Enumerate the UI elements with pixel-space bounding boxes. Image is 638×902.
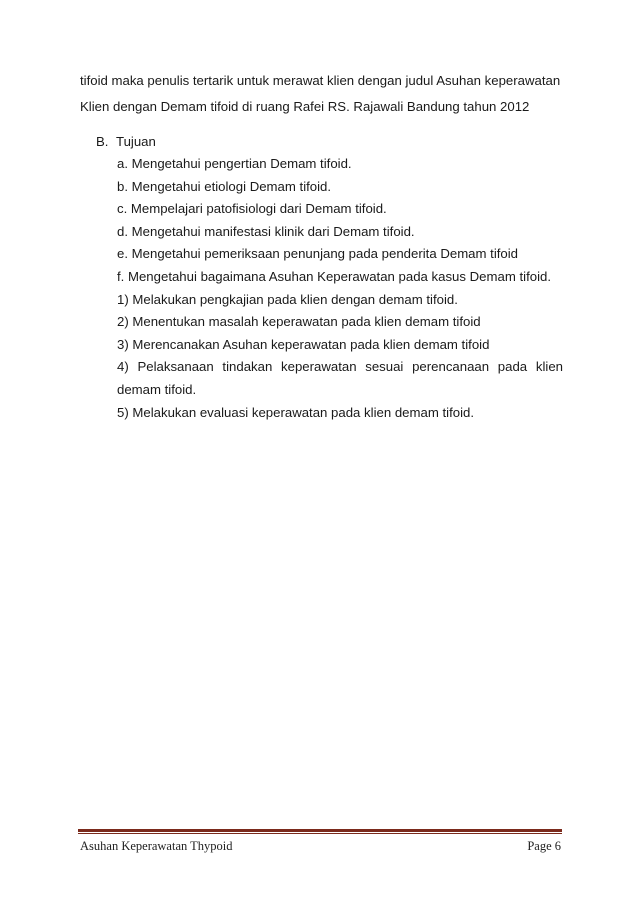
footer-title: Asuhan Keperawatan Thypoid [80,839,233,853]
section-heading [96,131,156,153]
list-item: 3) Merencanakan Asuhan keperawatan pada klien demam tifoid [117,336,490,352]
list-item: e. Mengetahui pemeriksaan penunjang pada penderita Demam tifoid [117,246,519,262]
intro-line: tifoid maka penulis tertarik untuk merawat klien dengan judul Asuhan keperawatan [80,73,561,88]
list-item: 2) Menentukan masalah keperawatan pada klien demam tifoid [117,314,481,330]
list-item: d. Mengetahui manifestasi klinik dari Demam tifoid. [117,223,415,239]
list-item: 1) Melakukan pengkajian pada klien dengan demam tifoid. [117,291,458,307]
list-item: 5) Melakukan evaluasi keperawatan pada klien demam tifoid. [117,404,474,420]
section-title: Tujuan [116,134,156,149]
list-item: c. Mempelajari patofisiologi dari Demam tifoid. [117,201,387,217]
list-item: a. Mengetahui pengertian Demam tifoid. [117,156,352,171]
page-number: Page 6 [527,839,561,853]
footer-divider [78,829,562,834]
list-item: f. Mengetahui bagaimana Asuhan Keperawatan pada kasus Demam tifoid. [117,268,551,284]
list-item: demam tifoid. [117,381,197,397]
intro-paragraph [80,68,560,120]
goals-list [117,153,563,424]
section-letter: B. [96,134,109,149]
intro-line: Klien dengan Demam tifoid di ruang Rafei RS. Rajawali Bandung tahun 2012 [80,99,530,114]
list-item: b. Mengetahui etiologi Demam tifoid. [117,178,332,194]
list-item: 4) Pelaksanaan tindakan keperawatan sesuai perencanaan pada klien [117,359,563,375]
